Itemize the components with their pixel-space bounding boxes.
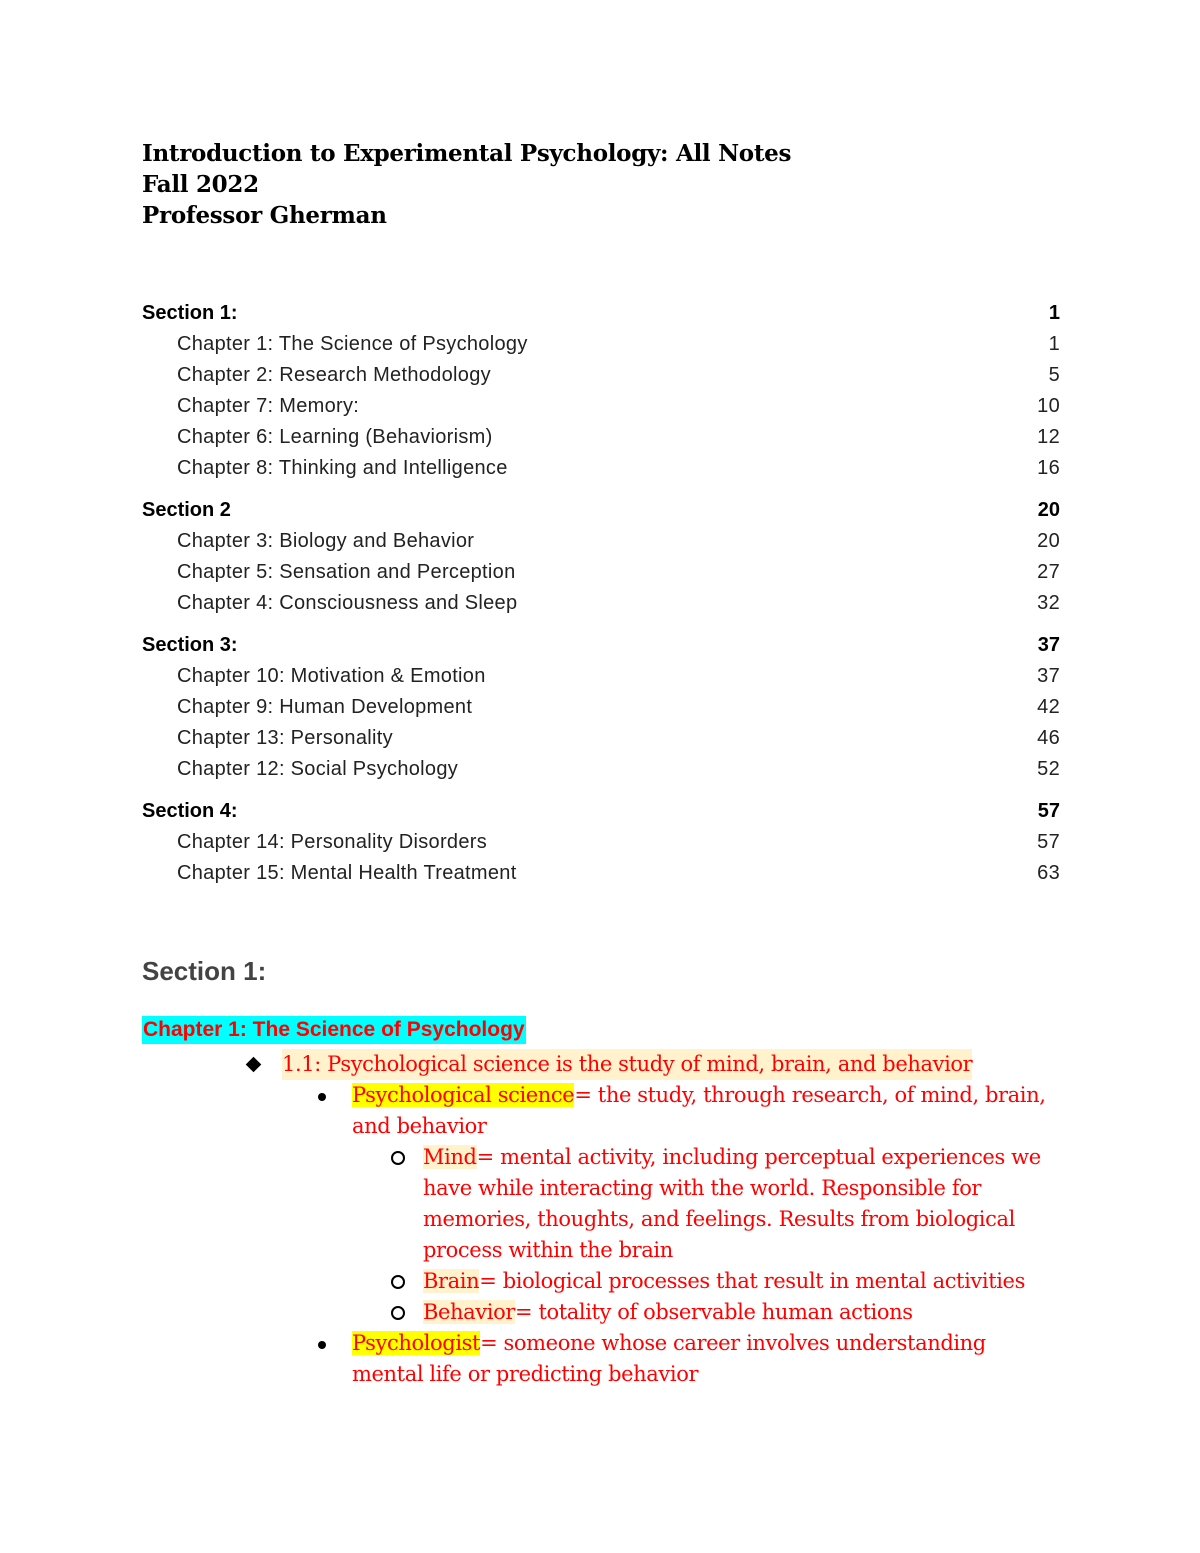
toc-chapter-label: Chapter 12: Social Psychology — [177, 758, 459, 780]
toc-section-row[interactable] — [142, 495, 1060, 526]
term-behavior: Behavior — [423, 1300, 515, 1324]
toc-section — [142, 796, 1060, 889]
section-heading: Section 1: — [142, 956, 267, 986]
toc-chapter-row[interactable] — [142, 754, 1060, 785]
toc-page-number: 57 — [1037, 800, 1060, 822]
toc-chapter-label: Chapter 9: Human Development — [177, 696, 473, 718]
toc-chapter-row[interactable] — [142, 557, 1060, 588]
toc-section-label: Section 2 — [142, 499, 231, 521]
toc-chapter-label: Chapter 8: Thinking and Intelligence — [177, 457, 508, 479]
diamond-bullet-icon — [246, 1057, 262, 1073]
definition-text: = someone whose career involves understanding — [480, 1331, 986, 1355]
toc-chapter-row[interactable] — [142, 329, 1060, 360]
toc-section-row[interactable] — [142, 298, 1060, 329]
toc-section-row[interactable] — [142, 630, 1060, 661]
toc-page-number: 37 — [1037, 634, 1060, 656]
toc-section — [142, 495, 1060, 619]
toc-page-number: 52 — [1037, 758, 1060, 780]
toc-page-number: 12 — [1037, 426, 1060, 448]
toc-page-number: 20 — [1037, 499, 1060, 521]
toc-section-row[interactable] — [142, 796, 1060, 827]
toc-page-number: 16 — [1037, 457, 1060, 479]
toc-chapter-row[interactable] — [142, 391, 1060, 422]
circle-bullet-icon — [391, 1306, 405, 1320]
toc-chapter-row[interactable] — [142, 360, 1060, 391]
toc-chapter-label: Chapter 3: Biology and Behavior — [177, 530, 475, 552]
definition-text: memories, thoughts, and feelings. Results from biological — [423, 1207, 1015, 1231]
toc-page-number: 37 — [1037, 665, 1060, 687]
toc-page-number: 5 — [1048, 364, 1060, 386]
toc-page-number: 32 — [1037, 592, 1060, 614]
table-of-contents — [142, 298, 1060, 900]
toc-chapter-label: Chapter 6: Learning (Behaviorism) — [177, 426, 493, 448]
definition-text: mental life or predicting behavior — [352, 1362, 699, 1386]
toc-chapter-row[interactable] — [142, 692, 1060, 723]
toc-page-number: 20 — [1037, 530, 1060, 552]
toc-page-number: 42 — [1037, 696, 1060, 718]
toc-chapter-row[interactable] — [142, 723, 1060, 754]
toc-chapter-row[interactable] — [142, 661, 1060, 692]
toc-page-number: 27 — [1037, 561, 1060, 583]
document-title: Introduction to Experimental Psychology: All Notes — [142, 140, 792, 167]
definition-text: = the study, through research, of mind, brain, — [574, 1083, 1046, 1107]
toc-chapter-label: Chapter 14: Personality Disorders — [177, 831, 488, 853]
dot-bullet-icon — [318, 1093, 326, 1101]
term-psychological-science: Psychological science — [352, 1083, 575, 1107]
toc-section — [142, 298, 1060, 484]
toc-chapter-row[interactable] — [142, 422, 1060, 453]
toc-page-number: 57 — [1037, 831, 1060, 853]
toc-page-number: 46 — [1037, 727, 1060, 749]
circle-bullet-icon — [391, 1151, 405, 1165]
definition-text: = totality of observable human actions — [514, 1300, 913, 1324]
term-psychologist: Psychologist — [352, 1331, 481, 1355]
definition-text: = mental activity, including perceptual experiences we — [476, 1145, 1041, 1169]
dot-bullet-icon — [318, 1341, 326, 1349]
document-title-block — [142, 138, 791, 231]
toc-page-number: 63 — [1037, 862, 1060, 884]
toc-chapter-label: Chapter 10: Motivation & Emotion — [177, 665, 486, 687]
toc-chapter-label: Chapter 2: Research Methodology — [177, 364, 491, 386]
toc-chapter-row[interactable] — [142, 827, 1060, 858]
toc-chapter-row[interactable] — [142, 453, 1060, 484]
toc-chapter-label: Chapter 4: Consciousness and Sleep — [177, 592, 518, 614]
toc-page-number: 1 — [1048, 302, 1060, 324]
toc-chapter-label: Chapter 1: The Science of Psychology — [177, 333, 528, 355]
toc-chapter-label: Chapter 7: Memory: — [177, 395, 360, 417]
toc-page-number: 1 — [1048, 333, 1060, 355]
term-mind: Mind — [423, 1145, 477, 1169]
toc-page-number: 10 — [1037, 395, 1060, 417]
toc-chapter-row[interactable] — [142, 588, 1060, 619]
definition-text: and behavior — [352, 1114, 487, 1138]
toc-chapter-label: Chapter 5: Sensation and Perception — [177, 561, 516, 583]
toc-section-label: Section 3: — [142, 634, 238, 656]
toc-chapter-row[interactable] — [142, 858, 1060, 889]
toc-chapter-row[interactable] — [142, 526, 1060, 557]
toc-section-label: Section 1: — [142, 302, 238, 324]
toc-section — [142, 630, 1060, 785]
definition-text: = biological processes that result in mental activities — [479, 1269, 1025, 1293]
definition-text: process within the brain — [423, 1238, 673, 1262]
toc-chapter-label: Chapter 15: Mental Health Treatment — [177, 862, 517, 884]
document-term: Fall 2022 — [142, 171, 259, 198]
topic-text: 1.1: Psychological science is the study of mind, brain, and behavior — [282, 1049, 972, 1080]
circle-bullet-icon — [391, 1275, 405, 1289]
toc-section-label: Section 4: — [142, 800, 238, 822]
chapter-heading: Chapter 1: The Science of Psychology — [142, 1016, 526, 1044]
toc-chapter-label: Chapter 13: Personality — [177, 727, 393, 749]
term-brain: Brain — [423, 1269, 480, 1293]
document-professor: Professor Gherman — [142, 202, 387, 229]
definition-text: have while interacting with the world. Responsible for — [423, 1176, 982, 1200]
